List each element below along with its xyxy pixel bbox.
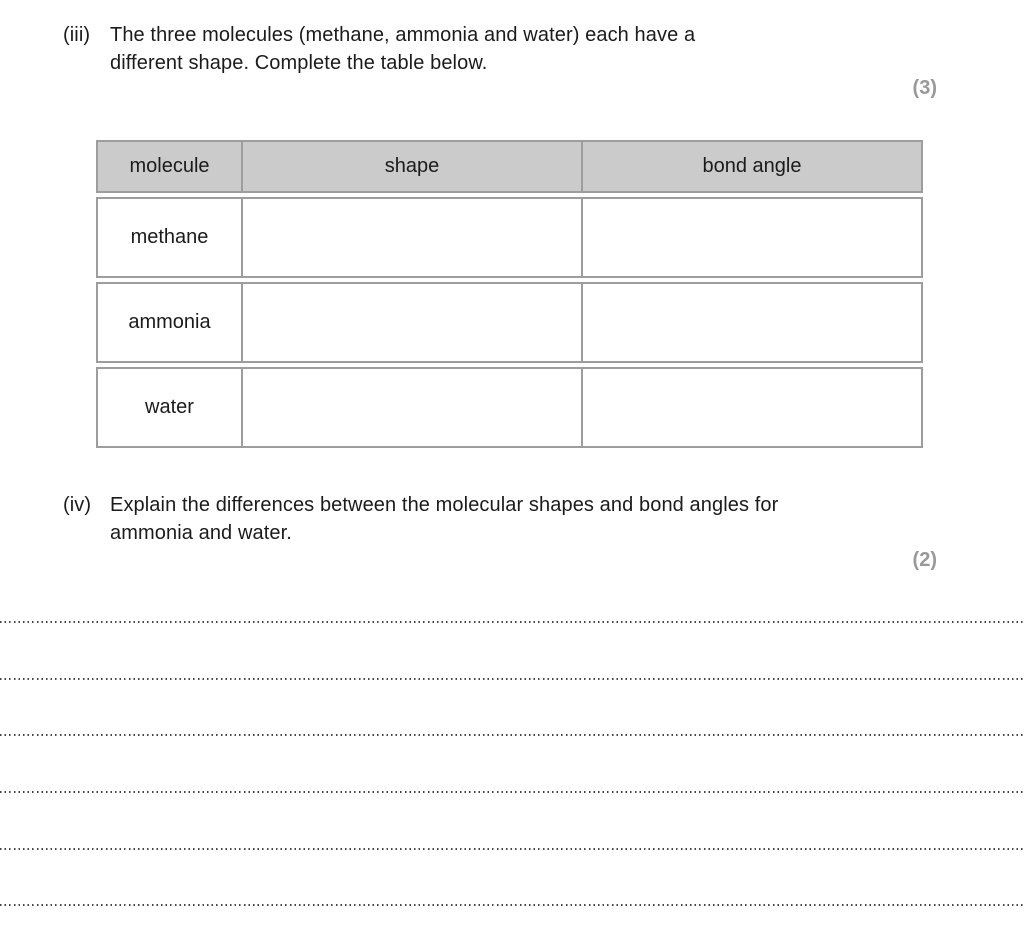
answer-line <box>0 678 1024 680</box>
question-iii-line1: The three molecules (methane, ammonia and water) each have a <box>110 24 696 46</box>
cell-shape-ammonia-empty <box>243 284 583 361</box>
cell-bond-angle-ammonia-empty <box>583 284 921 361</box>
cell-molecule-water: water <box>98 369 243 446</box>
cell-shape-water-empty <box>243 369 583 446</box>
question-iv-line2: ammonia and water. <box>110 522 292 544</box>
table-row-ammonia <box>96 282 923 363</box>
question-iv <box>63 491 923 547</box>
question-iii-text <box>110 21 695 77</box>
table-row-water <box>96 367 923 448</box>
cell-shape-methane-empty <box>243 199 583 276</box>
question-iv-text <box>110 491 778 547</box>
table-header-bond-angle: bond angle <box>702 155 802 177</box>
table-row-methane <box>96 197 923 278</box>
answer-line <box>0 621 1024 623</box>
cell-bond-angle-water-empty <box>583 369 921 446</box>
answer-line <box>0 848 1024 850</box>
question-iv-marks: (2) <box>912 549 937 571</box>
question-iv-number: (iv) <box>63 494 92 516</box>
question-iii-number: (iii) <box>63 24 91 46</box>
cell-molecule-methane: methane <box>98 199 243 276</box>
question-iii <box>63 21 823 77</box>
question-iv-line1: Explain the differences between the molecular shapes and bond angles for <box>110 494 779 516</box>
table-header-molecule: molecule <box>98 142 243 191</box>
table-header-row <box>96 140 923 193</box>
table-header-shape: shape <box>243 142 583 191</box>
cell-bond-angle-methane-empty <box>583 199 921 276</box>
answer-line <box>0 904 1024 906</box>
question-iii-line2: different shape. Complete the table below. <box>110 52 488 74</box>
question-iii-marks: (3) <box>912 77 937 99</box>
answer-line <box>0 734 1024 736</box>
cell-molecule-ammonia: ammonia <box>98 284 243 361</box>
molecule-shape-table <box>96 140 923 448</box>
answer-line <box>0 791 1024 793</box>
